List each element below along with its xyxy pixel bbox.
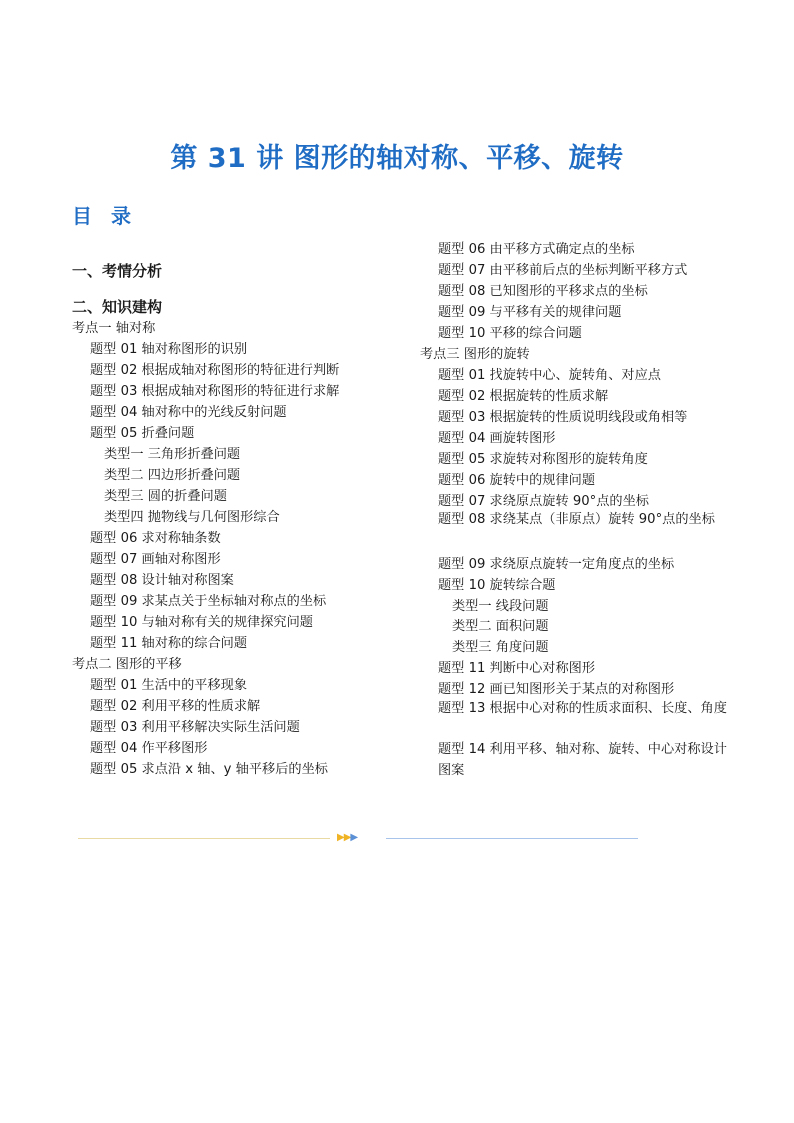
toc-left-type-item[interactable]: 题型 01 轴对称图形的识别 — [90, 342, 248, 357]
toc-right-type-wrap-item[interactable]: 题型 08 求绕某点（非原点）旋转 90°点的坐标 — [438, 512, 715, 527]
toc-left-type-item[interactable]: 题型 02 根据成轴对称图形的特征进行判断 — [90, 363, 340, 378]
toc-right-type-wrap-item[interactable]: 题型 14 利用平移、轴对称、旋转、中心对称设计图案 — [438, 742, 727, 778]
toc-right-type-item[interactable]: 题型 02 根据旋转的性质求解 — [438, 389, 609, 404]
toc-right-type-item[interactable]: 题型 06 旋转中的规律问题 — [438, 473, 596, 488]
toc-left-section-item[interactable]: 一、考情分析 — [72, 262, 163, 280]
toc-left-type-item[interactable]: 题型 09 求某点关于坐标轴对称点的坐标 — [90, 594, 327, 609]
toc-heading: 目 录 — [72, 204, 137, 228]
toc-right-point-item[interactable]: 考点三 图形的旋转 — [420, 347, 530, 362]
toc-left-type-item[interactable]: 题型 11 轴对称的综合问题 — [90, 636, 248, 651]
toc-left-sub-item[interactable]: 类型三 圆的折叠问题 — [104, 489, 227, 504]
toc-right-sub-item[interactable]: 类型三 角度问题 — [452, 640, 549, 655]
toc-right-type-item[interactable]: 题型 10 旋转综合题 — [438, 578, 556, 593]
toc-left-type-item[interactable]: 题型 07 画轴对称图形 — [90, 552, 221, 567]
toc-right-type-item[interactable]: 题型 06 由平移方式确定点的坐标 — [438, 242, 635, 257]
toc-right-type-item[interactable]: 题型 11 判断中心对称图形 — [438, 661, 596, 676]
divider-arrows-icon: ▶▶▶ — [337, 832, 358, 843]
toc-right-type-item[interactable]: 题型 12 画已知图形关于某点的对称图形 — [438, 682, 675, 697]
toc-right-type-item[interactable]: 题型 09 求绕原点旋转一定角度点的坐标 — [438, 557, 675, 572]
toc-left-type-item[interactable]: 题型 05 求点沿 x 轴、y 轴平移后的坐标 — [90, 762, 328, 777]
toc-left-type-item[interactable]: 题型 02 利用平移的性质求解 — [90, 699, 261, 714]
toc-left-type-item[interactable]: 题型 06 求对称轴条数 — [90, 531, 221, 546]
toc-right-type-item[interactable]: 题型 09 与平移有关的规律问题 — [438, 305, 622, 320]
toc-left-type-item[interactable]: 题型 04 轴对称中的光线反射问题 — [90, 405, 287, 420]
toc-right-type-item[interactable]: 题型 08 已知图形的平移求点的坐标 — [438, 284, 648, 299]
toc-left-point-item[interactable]: 考点一 轴对称 — [72, 321, 156, 336]
toc-left-type-item[interactable]: 题型 05 折叠问题 — [90, 426, 195, 441]
toc-left-type-item[interactable]: 题型 01 生活中的平移现象 — [90, 678, 248, 693]
toc-right-type-item[interactable]: 题型 04 画旋转图形 — [438, 431, 556, 446]
toc-left-sub-item[interactable]: 类型四 抛物线与几何图形综合 — [104, 510, 280, 525]
toc-left-sub-item[interactable]: 类型一 三角形折叠问题 — [104, 447, 241, 462]
toc-left-point-item[interactable]: 考点二 图形的平移 — [72, 657, 182, 672]
page-title: 第 31 讲 图形的轴对称、平移、旋转 — [170, 143, 624, 174]
toc-right-type-item[interactable]: 题型 10 平移的综合问题 — [438, 326, 582, 341]
toc-left-section-item[interactable]: 二、知识建构 — [72, 298, 163, 316]
toc-right-type-item[interactable]: 题型 07 由平移前后点的坐标判断平移方式 — [438, 263, 688, 278]
toc-right-sub-item[interactable]: 类型二 面积问题 — [452, 619, 549, 634]
toc-left-type-item[interactable]: 题型 10 与轴对称有关的规律探究问题 — [90, 615, 313, 630]
toc-left-type-item[interactable]: 题型 08 设计轴对称图案 — [90, 573, 234, 588]
divider-left — [78, 838, 330, 839]
toc-right-type-item[interactable]: 题型 01 找旋转中心、旋转角、对应点 — [438, 368, 661, 383]
toc-left-type-item[interactable]: 题型 03 根据成轴对称图形的特征进行求解 — [90, 384, 340, 399]
toc-left-type-item[interactable]: 题型 04 作平移图形 — [90, 741, 208, 756]
toc-right-type-item[interactable]: 题型 07 求绕原点旋转 90°点的坐标 — [438, 494, 649, 509]
toc-right-type-wrap-item[interactable]: 题型 13 根据中心对称的性质求面积、长度、角度 — [438, 701, 727, 716]
toc-right-sub-item[interactable]: 类型一 线段问题 — [452, 599, 549, 614]
toc-right-type-item[interactable]: 题型 03 根据旋转的性质说明线段或角相等 — [438, 410, 688, 425]
toc-left-sub-item[interactable]: 类型二 四边形折叠问题 — [104, 468, 241, 483]
toc-right-type-item[interactable]: 题型 05 求旋转对称图形的旋转角度 — [438, 452, 648, 467]
divider-right — [386, 838, 638, 839]
toc-left-type-item[interactable]: 题型 03 利用平移解决实际生活问题 — [90, 720, 300, 735]
